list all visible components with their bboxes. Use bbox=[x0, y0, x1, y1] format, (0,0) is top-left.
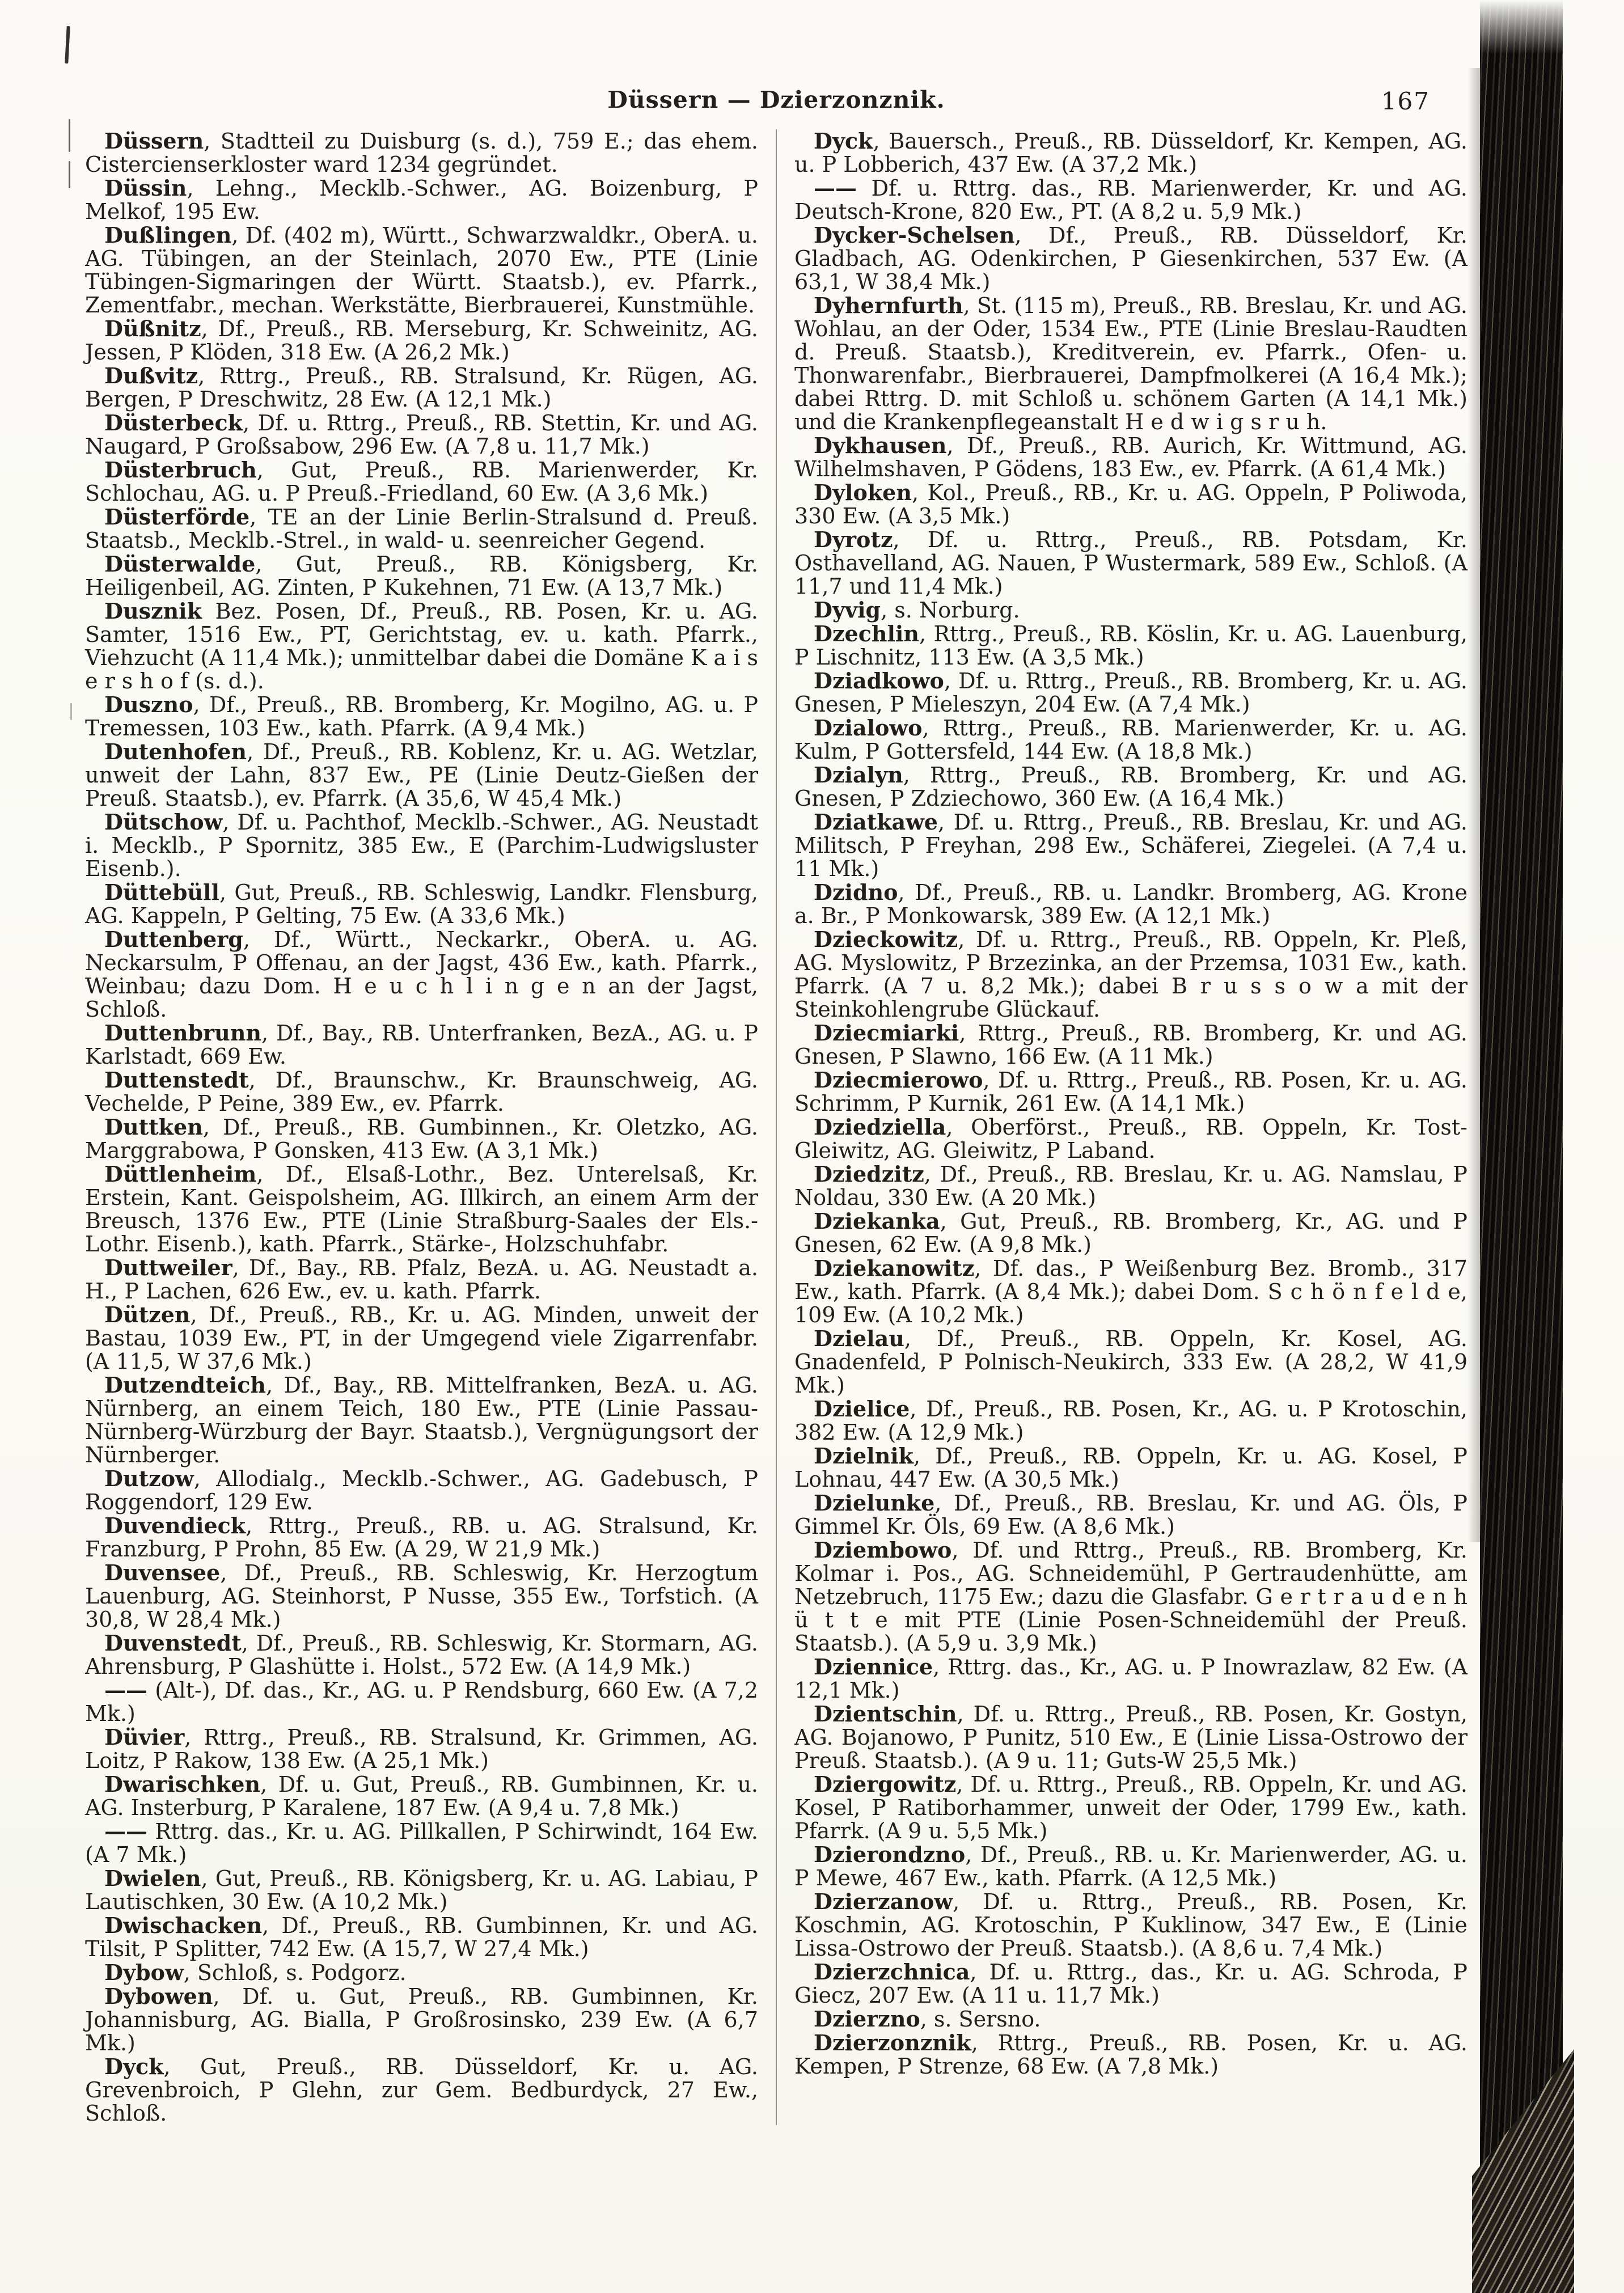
gazetteer-entry bbox=[85, 1514, 758, 1561]
entry-text: , Df., Preuß., RB. Gumbinnen., Kr. Oletzko, AG. Marggrabowa, P Gonsken, 413 Ew. (A 3,1 Mk.) bbox=[85, 1115, 758, 1163]
page-header bbox=[85, 86, 1467, 118]
gazetteer-entry bbox=[794, 434, 1467, 481]
entry-headword: Duszno bbox=[104, 692, 193, 717]
gazetteer-entry bbox=[85, 1373, 758, 1467]
entry-text: , Df., Preuß., RB. Oppeln, Kr. Kosel, AG. Gnadenfeld, P Polnisch-Neukirch, 333 Ew. (A 28,2, W 41,9 Mk.) bbox=[794, 1326, 1467, 1398]
gazetteer-entry bbox=[85, 1631, 758, 1678]
book-gutter-shadow bbox=[1480, 0, 1563, 2293]
entry-text: Df. u. Rttrg. das., RB. Marienwerder, Kr. und AG. Deutsch-Krone, 820 Ew., PT. (A 8,2 u. 5,9 Mk.) bbox=[794, 176, 1467, 224]
gazetteer-entry bbox=[794, 1538, 1467, 1655]
entry-text: , Df., Bay., RB. Mittelfranken, BezA. u. AG. Nürnberg, an einem Teich, 180 Ew., PTE (Linie Passau-Nürnberg-Würzburg der Bayr. Staatsb.), Vergnügungsort der Nürnberger. bbox=[85, 1373, 758, 1467]
entry-headword: Düttebüll bbox=[104, 879, 219, 905]
gazetteer-entry bbox=[794, 881, 1467, 928]
gazetteer-entry bbox=[85, 364, 758, 411]
entry-text: , Df., Braunschw., Kr. Braunschweig, AG. Vechelde, P Peine, 389 Ew., ev. Pfarrk. bbox=[85, 1068, 758, 1116]
gazetteer-entry bbox=[85, 1021, 758, 1068]
entry-text: , Df. u. Rttrg., Preuß., RB. Breslau, Kr. und AG. Militsch, P Freyhan, 298 Ew., Schäferei, Ziegelei. (A 7,4 u. 11 Mk.) bbox=[794, 810, 1467, 881]
entry-headword: —— bbox=[814, 175, 857, 201]
entry-text: , Df., Preuß., RB. u. Kr. Marienwerder, AG. u. P Mewe, 467 Ew., kath. Pfarrk. (A 12,5 Mk.) bbox=[794, 1842, 1467, 1890]
gazetteer-entry bbox=[85, 1115, 758, 1162]
gazetteer-entry bbox=[85, 1820, 758, 1867]
entry-headword: Dziembowo bbox=[814, 1537, 952, 1563]
entry-headword: Dußvitz bbox=[104, 363, 198, 388]
gazetteer-entry bbox=[794, 622, 1467, 669]
page-number: 167 bbox=[1381, 87, 1430, 115]
gazetteer-entry bbox=[85, 176, 758, 223]
gazetteer-entry bbox=[85, 1772, 758, 1820]
entry-text: , s. Norburg. bbox=[881, 598, 1020, 623]
entry-text: , Rttrg., Preuß., RB. Stralsund, Kr. Grimmen, AG. Loitz, P Rakow, 138 Ew. (A 25,1 Mk.) bbox=[85, 1725, 758, 1773]
entry-text: , Df., Württ., Neckarkr., OberA. u. AG. Neckarsulm, P Offenau, an der Jagst, 436 Ew., kath. Pfarrk., Weinbau; dazu Dom. H e u c h l i n g e n an der Jagst, Schloß. bbox=[85, 927, 758, 1022]
gazetteer-entry bbox=[794, 223, 1467, 294]
entry-text: , Rttrg., Preuß., RB. u. AG. Stralsund, Kr. Franzburg, P Prohn, 85 Ew. (A 29, W 21,9 Mk.) bbox=[85, 1513, 758, 1562]
gazetteer-entry bbox=[794, 528, 1467, 598]
entry-headword: Dützen bbox=[104, 1302, 191, 1327]
gazetteer-entry bbox=[794, 669, 1467, 716]
entry-headword: Duttken bbox=[104, 1114, 203, 1140]
gazetteer-entry bbox=[85, 1256, 758, 1303]
entry-text: , Allodialg., Mecklb.-Schwer., AG. Gadebusch, P Roggendorf, 129 Ew. bbox=[85, 1466, 758, 1514]
entry-headword: Dwarischken bbox=[104, 1771, 261, 1797]
entry-text: , Df., Bay., RB. Unterfranken, BezA., AG. u. P Karlstadt, 669 Ew. bbox=[85, 1021, 758, 1069]
gazetteer-entry bbox=[794, 176, 1467, 223]
entry-headword: Duvenstedt bbox=[104, 1630, 242, 1656]
entry-text: , TE an der Linie Berlin-Stralsund d. Preuß. Staatsb., Mecklb.-Strel., in wald- u. seenreicher Gegend. bbox=[85, 505, 758, 553]
entry-headword: Düvier bbox=[104, 1724, 185, 1750]
right-column bbox=[794, 129, 1467, 2125]
entry-headword: Dzielnik bbox=[814, 1443, 914, 1469]
entry-headword: Dyhernfurth bbox=[814, 293, 963, 318]
entry-headword: —— bbox=[104, 1818, 147, 1844]
gazetteer-entry bbox=[794, 1021, 1467, 1068]
entry-headword: Dybowen bbox=[104, 1983, 213, 2009]
entry-headword: Dzientschin bbox=[814, 1701, 957, 1727]
entry-headword: Dutenhofen bbox=[104, 739, 247, 764]
entry-headword: Dzidno bbox=[814, 879, 898, 905]
entry-headword: Dyloken bbox=[814, 480, 912, 505]
gazetteer-entry bbox=[85, 1303, 758, 1373]
entry-text: , Df. u. Gut, Preuß., RB. Gumbinnen, Kr. Johannisburg, AG. Bialla, P Großrosinsko, 239 Ew. (A 6,7 Mk.) bbox=[85, 1984, 758, 2055]
entry-text: , s. Sersno. bbox=[920, 2007, 1041, 2032]
gazetteer-entry bbox=[794, 1960, 1467, 2007]
entry-headword: Dutzendteich bbox=[104, 1372, 267, 1398]
entry-text: , Df. u. Rttrg., Preuß., RB. Oppeln, Kr. Pleß, AG. Myslowitz, P Brzezinka, an der Przemsa, 1031 Ew., kath. Pfarrk. (A 7 u. 8,2 Mk.); dabei B r u s s o w a mit der Steinkohlengrube Glückauf. bbox=[794, 927, 1467, 1022]
gazetteer-entry bbox=[85, 2055, 758, 2125]
gazetteer-entry bbox=[794, 1162, 1467, 1209]
entry-headword: Dzechlin bbox=[814, 621, 919, 646]
scan-artifact-mark bbox=[69, 119, 70, 152]
scan-artifact-mark bbox=[69, 161, 70, 188]
entry-text: , Df., Preuß., RB. Aurich, Kr. Wittmund, AG. Wilhelmshaven, P Gödens, 183 Ew., ev. Pfarrk. (A 61,4 Mk.) bbox=[794, 433, 1467, 481]
gazetteer-entry bbox=[794, 1655, 1467, 1702]
gazetteer-entry bbox=[85, 1961, 758, 1985]
gazetteer-entry bbox=[794, 1257, 1467, 1327]
entry-headword: Dusznik bbox=[104, 598, 202, 624]
entry-headword: Dzielunke bbox=[814, 1490, 935, 1516]
gazetteer-entry bbox=[85, 881, 758, 928]
entry-text: , Df., Preuß., RB. Breslau, Kr. und AG. Öls, P Gimmel Kr. Öls, 69 Ew. (A 8,6 Mk.) bbox=[794, 1491, 1467, 1539]
entry-headword: Dyck bbox=[104, 2054, 164, 2079]
scan-artifact-mark bbox=[65, 26, 70, 64]
entry-headword: Dycker-Schelsen bbox=[814, 222, 1015, 248]
running-title: Düssern — Dzierzonznik. bbox=[607, 86, 945, 113]
entry-text: , Df. u. Rttrg., Preuß., RB. Posen, Kr. Gostyn, AG. Bojanowo, P Punitz, 510 Ew., E (Linie Lissa-Ostrowo der Preuß. Staatsb.). (A 9 u. 11; Guts-W 25,5 Mk.) bbox=[794, 1702, 1467, 1773]
entry-headword: Düßnitz bbox=[104, 316, 201, 341]
entry-text: , Rttrg., Preuß., RB. Marienwerder, Kr. u. AG. Kulm, P Gottersfeld, 144 Ew. (A 18,8 Mk.) bbox=[794, 716, 1467, 764]
gazetteer-entry bbox=[85, 1867, 758, 1914]
entry-headword: Dzialowo bbox=[814, 715, 923, 741]
left-column bbox=[85, 129, 758, 2125]
gazetteer-entry bbox=[794, 2007, 1467, 2031]
entry-headword: Dziennice bbox=[814, 1654, 933, 1679]
entry-headword: Dziedzitz bbox=[814, 1161, 924, 1187]
entry-text: , Gut, Preuß., RB. Marienwerder, Kr. Schlochau, AG. u. P Preuß.-Friedland, 60 Ew. (A 3,6 Mk.) bbox=[85, 458, 758, 506]
entry-headword: Dzierzno bbox=[814, 2006, 920, 2032]
text-columns bbox=[85, 129, 1467, 2125]
entry-headword: Dziecmiarki bbox=[814, 1020, 959, 1046]
entry-headword: Dzierzonznik bbox=[814, 2030, 971, 2055]
entry-text: , Lehng., Mecklb.-Schwer., AG. Boizenburg, P Melkof, 195 Ew. bbox=[85, 176, 758, 224]
gazetteer-entry bbox=[794, 1843, 1467, 1890]
entry-headword: Dzielice bbox=[814, 1396, 910, 1422]
entry-text: , Oberförst., Preuß., RB. Oppeln, Kr. Tost-Gleiwitz, AG. Gleiwitz, P Laband. bbox=[794, 1115, 1467, 1163]
entry-headword: Düsterwalde bbox=[104, 551, 256, 577]
gazetteer-entry bbox=[85, 693, 758, 740]
entry-headword: Duttweiler bbox=[104, 1255, 232, 1280]
entry-headword: Düttlenheim bbox=[104, 1161, 257, 1187]
gazetteer-entry bbox=[794, 1327, 1467, 1397]
entry-headword: Dybow bbox=[104, 1960, 184, 1985]
entry-text: , Rttrg. das., Kr., AG. u. P Inowrazlaw, 82 Ew. (A 12,1 Mk.) bbox=[794, 1655, 1467, 1703]
gazetteer-entry bbox=[85, 1725, 758, 1772]
entry-headword: Dziekanowitz bbox=[814, 1255, 975, 1281]
gazetteer-entry bbox=[85, 411, 758, 458]
entry-headword: Düsterbeck bbox=[104, 410, 243, 435]
gazetteer-entry bbox=[85, 810, 758, 881]
gazetteer-entry bbox=[85, 1068, 758, 1115]
entry-headword: Dzieckowitz bbox=[814, 926, 958, 952]
entry-headword: Duvendieck bbox=[104, 1513, 246, 1538]
entry-headword: Dziecmierowo bbox=[814, 1067, 983, 1093]
gazetteer-entry bbox=[794, 928, 1467, 1021]
entry-text: , Df., Preuß., RB., Kr. u. AG. Minden, unweit der Bastau, 1039 Ew., PT, in der Umgegend viele Zigarrenfabr. (A 11,5, W 37,6 Mk.) bbox=[85, 1302, 758, 1374]
entry-headword: Dutzow bbox=[104, 1466, 194, 1491]
scan-artifact-mark bbox=[70, 703, 72, 720]
gazetteer-entry bbox=[794, 1068, 1467, 1115]
gazetteer-entry bbox=[85, 223, 758, 317]
entry-text: , Df. u. Rttrg., Preuß., RB. Posen, Kr. u. AG. Schrimm, P Kurnik, 261 Ew. (A 14,1 Mk.) bbox=[794, 1068, 1467, 1116]
gazetteer-entry bbox=[794, 1702, 1467, 1772]
entry-headword: Dyck bbox=[814, 128, 873, 154]
entry-text: , Gut, Preuß., RB. Königsberg, Kr. Heiligenbeil, AG. Zinten, P Kukehnen, 71 Ew. (A 13,7 Mk.) bbox=[85, 552, 758, 600]
gazetteer-entry bbox=[794, 716, 1467, 763]
entry-text: , Df. (402 m), Württ., Schwarzwaldkr., OberA. u. AG. Tübingen, an der Steinlach, 2070 Ew., PTE (Linie Tübingen-Sigmaringen der Württ. Staatsb.), ev. Pfarrk., Zementfabr., mechan. Werkstätte, Bierbrauerei, Kunstmühle. bbox=[85, 223, 758, 318]
entry-text: , Gut, Preuß., RB. Bromberg, Kr., AG. und P Gnesen, 62 Ew. (A 9,8 Mk.) bbox=[794, 1209, 1467, 1257]
gazetteer-entry bbox=[85, 1467, 758, 1514]
gazetteer-entry bbox=[85, 1985, 758, 2055]
gazetteer-entry bbox=[85, 1678, 758, 1725]
entry-text: , Df. das., P Weißenburg Bez. Bromb., 317 Ew., kath. Pfarrk. (A 8,4 Mk.); dabei Dom. S c h ö n f e l d e, 109 Ew. (A 10,2 Mk.) bbox=[794, 1256, 1467, 1327]
entry-headword: Dziekanka bbox=[814, 1208, 940, 1234]
gazetteer-entry bbox=[85, 599, 758, 693]
entry-text: , Df., Bay., RB. Pfalz, BezA. u. AG. Neustadt a. H., P Lachen, 626 Ew., ev. u. kath. Pfarrk. bbox=[85, 1255, 758, 1304]
gazetteer-entry bbox=[794, 129, 1467, 176]
gazetteer-entry bbox=[794, 294, 1467, 434]
entry-headword: Duttenbrunn bbox=[104, 1020, 261, 1046]
entry-headword: Dykhausen bbox=[814, 433, 947, 458]
entry-text: , Df., Preuß., RB. Schleswig, Kr. Herzogtum Lauenburg, AG. Steinhorst, P Nusse, 355 Ew., Torfstich. (A 30,8, W 28,4 Mk.) bbox=[85, 1560, 758, 1632]
gazetteer-entry bbox=[794, 1772, 1467, 1843]
entry-headword: Dziadkowo bbox=[814, 668, 944, 693]
entry-text: , Df., Preuß., RB. Koblenz, Kr. u. AG. Wetzlar, unweit der Lahn, 837 Ew., PE (Linie Deutz-Gießen der Preuß. Staatsb.), ev. Pfarrk. (A 35,6, W 45,4 Mk.) bbox=[85, 739, 758, 811]
entry-text: , Df. u. Pachthof, Mecklb.-Schwer., AG. Neustadt i. Mecklb., P Spornitz, 385 Ew., E (Parchim-Ludwigsluster Eisenb.). bbox=[85, 810, 758, 881]
entry-text: , Df. u. Rttrg., Preuß., RB. Oppeln, Kr. und AG. Kosel, P Ratiborhammer, unweit der Oder, 1799 Ew., kath. Pfarrk. (A 9 u. 5,5 Mk.) bbox=[794, 1772, 1467, 1843]
gazetteer-entry bbox=[85, 505, 758, 552]
entry-headword: Dziatkawe bbox=[814, 809, 938, 835]
gazetteer-entry bbox=[794, 1890, 1467, 1960]
entry-headword: Dwielen bbox=[104, 1865, 201, 1891]
entry-headword: Dzialyn bbox=[814, 762, 903, 788]
entry-text: (Alt-), Df. das., Kr., AG. u. P Rendsburg, 660 Ew. (A 7,2 Mk.) bbox=[85, 1678, 758, 1726]
entry-headword: Dwischacken bbox=[104, 1913, 263, 1938]
gazetteer-entry bbox=[794, 2031, 1467, 2078]
entry-text: Bez. Posen, Df., Preuß., RB. Posen, Kr. u. AG. Samter, 1516 Ew., PT, Gerichtstag, ev. u. kath. Pfarrk., Viehzucht (A 11,4 Mk.); unmittelbar dabei die Domäne K a i s e r s h o f (s. d.). bbox=[85, 599, 758, 693]
entry-headword: Düsterbruch bbox=[104, 457, 257, 483]
entry-text: , Kol., Preuß., RB., Kr. u. AG. Oppeln, P Poliwoda, 330 Ew. (A 3,5 Mk.) bbox=[794, 480, 1467, 528]
gazetteer-entry bbox=[85, 1561, 758, 1631]
gazetteer-entry bbox=[794, 1115, 1467, 1162]
entry-headword: Düssin bbox=[104, 175, 187, 201]
gazetteer-entry bbox=[794, 1209, 1467, 1257]
entry-text: , Df., Preuß., RB. Posen, Kr., AG. u. P Krotoschin, 382 Ew. (A 12,9 Mk.) bbox=[794, 1397, 1467, 1445]
entry-text: , Bauersch., Preuß., RB. Düsseldorf, Kr. Kempen, AG. u. P Lobberich, 437 Ew. (A 37,2 Mk.) bbox=[794, 129, 1467, 177]
entry-text: , Rttrg., Preuß., RB. Köslin, Kr. u. AG. Lauenburg, P Lischnitz, 113 Ew. (A 3,5 Mk.) bbox=[794, 621, 1467, 670]
entry-headword: Dzierondzno bbox=[814, 1842, 966, 1867]
entry-text: , Df. u. Rttrg., das., Kr. u. AG. Schroda, P Giecz, 207 Ew. (A 11 u. 11,7 Mk.) bbox=[794, 1960, 1467, 2008]
entry-text: , Df., Elsaß-Lothr., Bez. Unterelsaß, Kr. Erstein, Kant. Geispolsheim, AG. Illkirch, an einem Arm der Breusch, 1376 Ew., PTE (Linie Straßburg-Saales der Els.-Lothr. Eisenb.), kath. Pfarrk., Stärke-, Holzschuhfabr. bbox=[85, 1162, 758, 1257]
entry-headword: Duttenstedt bbox=[104, 1067, 249, 1093]
entry-text: , Schloß, s. Podgorz. bbox=[183, 1960, 407, 1985]
gazetteer-entry bbox=[85, 1914, 758, 1961]
entry-text: , Df., Preuß., RB. Düsseldorf, Kr. Gladbach, AG. Odenkirchen, P Giesenkirchen, 537 Ew. (A 63,1, W 38,4 Mk.) bbox=[794, 223, 1467, 294]
gazetteer-entry bbox=[794, 481, 1467, 528]
gazetteer-entry bbox=[85, 129, 758, 176]
entry-headword: Dyrotz bbox=[814, 527, 893, 552]
column-divider-rule bbox=[776, 129, 777, 2125]
gazetteer-entry bbox=[794, 598, 1467, 622]
gazetteer-entry bbox=[794, 1397, 1467, 1444]
entry-text: , Df., Preuß., RB. Bromberg, Kr. Mogilno, AG. u. P Tremessen, 103 Ew., kath. Pfarrk. (A 9,4 Mk.) bbox=[85, 692, 758, 741]
entry-text: , Gut, Preuß., RB. Schleswig, Landkr. Flensburg, AG. Kappeln, P Gelting, 75 Ew. (A 33,6 Mk.) bbox=[85, 880, 758, 928]
entry-text: , Df. und Rttrg., Preuß., RB. Bromberg, Kr. Kolmar i. Pos., AG. Schneidemühl, P Gertraudenhütte, am Netzebruch, 1175 Ew.; dazu die Glasfabr. G e r t r a u d e n h ü t t e mit PTE (Linie Posen-Schneidemühl der Preuß. Staatsb.). (A 5,9 u. 3,9 Mk.) bbox=[794, 1538, 1467, 1656]
entry-headword: Dziedziella bbox=[814, 1114, 946, 1140]
entry-headword: Dußlingen bbox=[104, 222, 232, 248]
entry-text: , Df., Preuß., RB. Oppeln, Kr. u. AG. Kosel, P Lohnau, 447 Ew. (A 30,5 Mk.) bbox=[794, 1444, 1467, 1492]
gazetteer-entry bbox=[794, 763, 1467, 810]
entry-text: , Df. u. Gut, Preuß., RB. Gumbinnen, Kr. u. AG. Insterburg, P Karalene, 187 Ew. (A 9,4 u. 7,8 Mk.) bbox=[85, 1772, 758, 1820]
entry-headword: Dzielau bbox=[814, 1326, 904, 1351]
entry-text: , St. (115 m), Preuß., RB. Breslau, Kr. und AG. Wohlau, an der Oder, 1534 Ew., PTE (Linie Breslau-Raudten d. Preuß. Staatsb.), Kreditverein, ev. Pfarrk., Ofen- u. Thonwarenfabr., Bierbrauerei, Dampfmolkerei (A 16,4 Mk.); dabei Rttrg. D. mit Schloß u. schönem Garten (A 14,1 Mk.) und die Krankenpflegeanstalt H e d w i g s r u h. bbox=[794, 293, 1467, 434]
gazetteer-entry bbox=[85, 740, 758, 810]
entry-text: , Df. u. Rttrg., Preuß., RB. Bromberg, Kr. u. AG. Gnesen, P Mieleszyn, 204 Ew. (A 7,4 Mk.) bbox=[794, 669, 1467, 717]
entry-text: , Stadtteil zu Duisburg (s. d.), 759 E.; das ehem. Cistercienserkloster ward 1234 gegründet. bbox=[85, 129, 758, 177]
entry-headword: Düssern bbox=[104, 128, 204, 154]
entry-headword: Dyvig bbox=[814, 597, 881, 623]
gazetteer-entry bbox=[794, 810, 1467, 881]
entry-text: , Df. u. Rttrg., Preuß., RB. Stettin, Kr. und AG. Naugard, P Großsabow, 296 Ew. (A 7,8 u. 11,7 Mk.) bbox=[85, 411, 758, 459]
gazetteer-entry bbox=[85, 458, 758, 505]
entry-headword: —— bbox=[104, 1677, 147, 1703]
gazetteer-entry bbox=[85, 317, 758, 364]
entry-text: , Df. u. Rttrg., Preuß., RB. Potsdam, Kr. Osthavelland, AG. Nauen, P Wustermark, 589 Ew., Schloß. (A 11,7 und 11,4 Mk.) bbox=[794, 527, 1467, 599]
entry-text: , Df. u. Rttrg., Preuß., RB. Posen, Kr. Koschmin, AG. Krotoschin, P Kuklinow, 347 Ew., E (Linie Lissa-Ostrowo der Preuß. Staatsb.). (A 8,6 u. 7,4 Mk.) bbox=[794, 1889, 1467, 1961]
entry-text: , Df., Preuß., RB. u. Landkr. Bromberg, AG. Krone a. Br., P Monkowarsk, 389 Ew. (A 12,1 Mk.) bbox=[794, 880, 1467, 928]
entry-headword: Duttenberg bbox=[104, 926, 243, 952]
entry-headword: Düsterförde bbox=[104, 504, 250, 530]
gazetteer-entry bbox=[794, 1491, 1467, 1538]
entry-text: , Df., Preuß., RB. Merseburg, Kr. Schweinitz, AG. Jessen, P Klöden, 318 Ew. (A 26,2 Mk.) bbox=[85, 316, 758, 365]
entry-text: Rttrg. das., Kr. u. AG. Pillkallen, P Schirwindt, 164 Ew. (A 7 Mk.) bbox=[85, 1819, 758, 1867]
gazetteer-entry bbox=[85, 1162, 758, 1256]
entry-headword: Dziergowitz bbox=[814, 1771, 957, 1797]
entry-text: , Rttrg., Preuß., RB. Stralsund, Kr. Rügen, AG. Bergen, P Dreschwitz, 28 Ew. (A 12,1 Mk.) bbox=[85, 363, 758, 412]
entry-headword: Dzierzanow bbox=[814, 1889, 953, 1914]
entry-text: , Gut, Preuß., RB. Düsseldorf, Kr. u. AG. Grevenbroich, P Glehn, zur Gem. Bedburdyck, 27 Ew., Schloß. bbox=[85, 2054, 758, 2126]
entry-headword: Dzierzchnica bbox=[814, 1959, 970, 1985]
gazetteer-entry bbox=[794, 1444, 1467, 1491]
gazetteer-entry bbox=[85, 928, 758, 1021]
entry-text: , Gut, Preuß., RB. Königsberg, Kr. u. AG. Labiau, P Lautischken, 30 Ew. (A 10,2 Mk.) bbox=[85, 1866, 758, 1914]
entry-text: , Df., Preuß., RB. Gumbinnen, Kr. und AG. Tilsit, P Splitter, 742 Ew. (A 15,7, W 27,4 Mk.) bbox=[85, 1913, 758, 1961]
entry-headword: Dütschow bbox=[104, 809, 223, 835]
entry-headword: Duvensee bbox=[104, 1560, 221, 1585]
entry-text: , Df., Preuß., RB. Schleswig, Kr. Stormarn, AG. Ahrensburg, P Glashütte i. Holst., 572 Ew. (A 14,9 Mk.) bbox=[85, 1631, 758, 1679]
entry-text: , Rttrg., Preuß., RB. Posen, Kr. u. AG. Kempen, P Strenze, 68 Ew. (A 7,8 Mk.) bbox=[794, 2030, 1467, 2079]
entry-text: , Rttrg., Preuß., RB. Bromberg, Kr. und AG. Gnesen, P Zdziechowo, 360 Ew. (A 16,4 Mk.) bbox=[794, 763, 1467, 811]
gazetteer-entry bbox=[85, 552, 758, 599]
entry-text: , Df., Preuß., RB. Breslau, Kr. u. AG. Namslau, P Noldau, 330 Ew. (A 20 Mk.) bbox=[794, 1162, 1467, 1210]
entry-text: , Rttrg., Preuß., RB. Bromberg, Kr. und AG. Gnesen, P Slawno, 166 Ew. (A 11 Mk.) bbox=[794, 1021, 1467, 1069]
